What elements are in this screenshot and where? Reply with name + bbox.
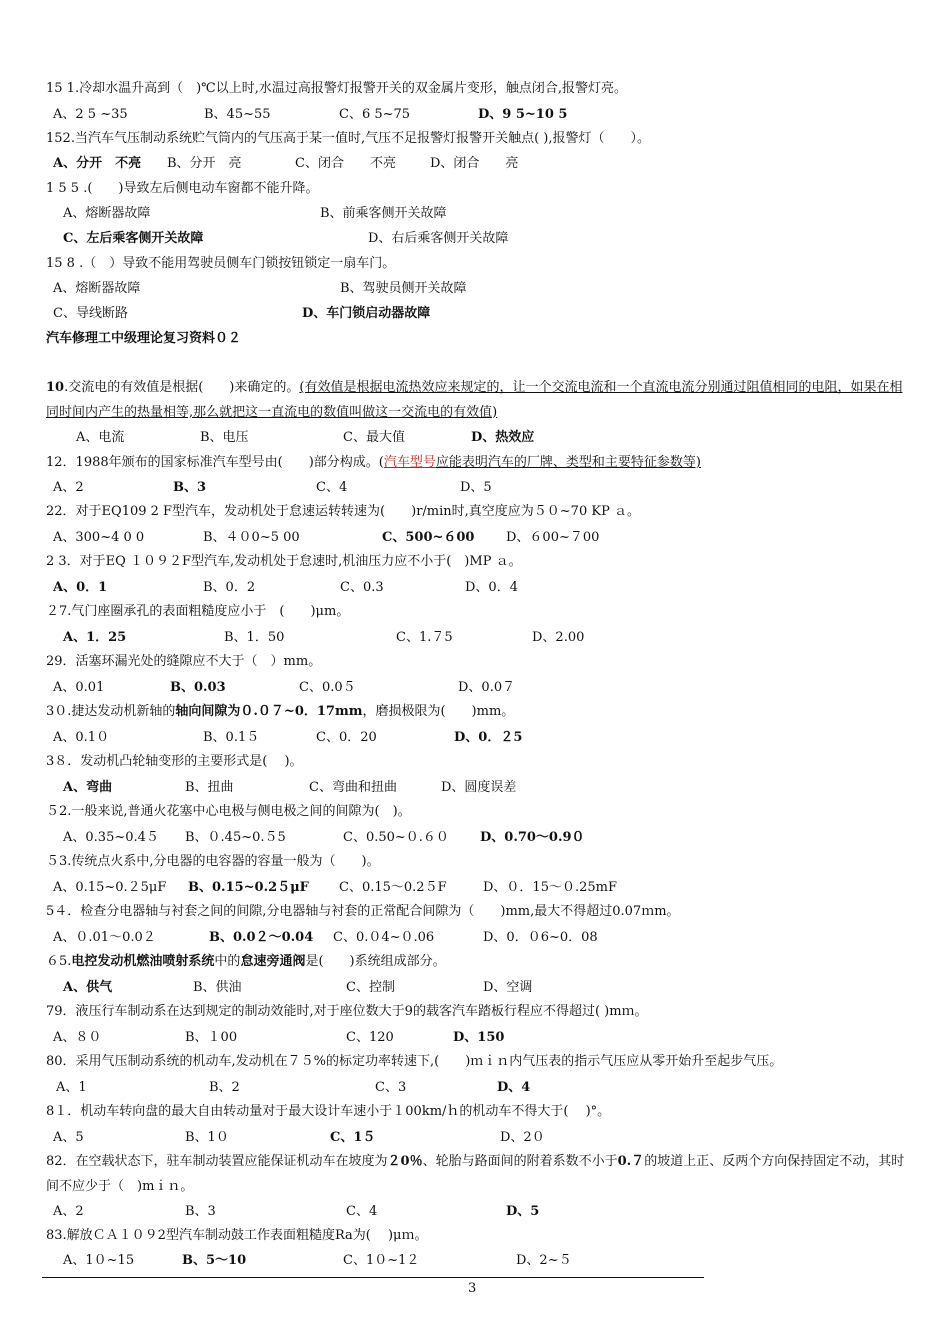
question-54: 5４．检查分电器轴与衬套之间的间隙,分电器轴与衬套的正常配合间隙为（ )mm,最大不得超过0.07ｍm。	[46, 904, 680, 919]
question-152: 152.当汽车气压制动系统贮气筒内的气压高于某一值时,气压不足报警灯报警开关触点( ),报警灯（ ）。	[46, 131, 650, 146]
option-b-answer: B、3	[173, 480, 207, 495]
question-text-end: 是( )系统组成部分。	[305, 954, 446, 969]
option-d: D、2.00	[532, 630, 585, 645]
question-text: 中的	[214, 954, 241, 969]
option-b: B、1０	[185, 1130, 229, 1145]
option-d-answer: D、5	[506, 1204, 540, 1219]
option-c: C、最大值	[343, 430, 405, 445]
option-b-answer: B、0.0２～0.04	[209, 930, 314, 945]
option-d-answer: D、车门锁启动器故障	[302, 306, 431, 321]
question-text: 3０.捷达发动机新轴的	[46, 704, 176, 719]
question-note: 应能表明汽车的厂牌、类型和主要特征参数等)	[435, 455, 701, 470]
option-a: A、2 5 ~35	[53, 107, 128, 122]
question-number: ６5.	[46, 954, 72, 969]
option-a: A、0.15~0.２5μF	[53, 880, 167, 895]
option-c: C、0.15～0.2５F	[339, 880, 447, 895]
option-b: B、扭曲	[185, 780, 234, 795]
question-text-end: ，磨损极限为( )mm。	[362, 704, 515, 719]
option-c: C、导线断路	[53, 306, 128, 321]
question-text-end: 的坡道上正、反两个方向保持固定不动，其时间不应少于（ )mｉｎ。	[46, 1154, 905, 1194]
question-10	[46, 376, 906, 425]
option-a-answer: A、弯曲	[63, 780, 113, 795]
option-d-answer: D、热效应	[471, 430, 535, 445]
option-b: B、1．50	[224, 630, 285, 645]
option-a: A、5	[53, 1130, 84, 1145]
option-a-answer: A、1．25	[63, 630, 127, 645]
option-d: D、5	[460, 480, 492, 495]
option-a: A、0.01	[53, 680, 105, 695]
option-b: B、0.1５	[203, 730, 260, 745]
option-b: B、１00	[185, 1030, 238, 1045]
option-d: D、闭合 亮	[430, 156, 519, 171]
option-a: A、８０	[53, 1030, 102, 1045]
option-d: D、６00~７00	[506, 530, 600, 545]
question-29: 29．活塞环漏光处的缝隙应不大于（ ）mm。	[46, 654, 322, 669]
option-c: C、0.０4~０.06	[333, 930, 435, 945]
option-a: A、2	[53, 1204, 84, 1219]
option-d: D、2０	[500, 1130, 545, 1145]
option-c: C、4	[346, 1204, 378, 1219]
option-d-answer: D、0．２5	[454, 730, 523, 745]
question-52: ５2.一般来说,普通火花塞中心电极与侧电极之间的间隙为( )。	[46, 804, 411, 819]
option-c: C、0.0５	[299, 680, 356, 695]
option-b: B、０.45~0.５5	[185, 830, 286, 845]
question-80: 80．采用气压制动系统的机动车,发动机在７５%的标定功率转速下,( )ｍｉｎ内气压表的指示气压应从零开始升至起步气压。	[46, 1054, 783, 1069]
option-d: D、0.0７	[458, 680, 516, 695]
question-number: 10	[46, 380, 65, 395]
option-c: C、控制	[346, 980, 395, 995]
option-a: A、2	[53, 480, 84, 495]
option-c: C、4	[316, 480, 348, 495]
option-a: A、熔断器故障	[53, 281, 141, 296]
question-30	[46, 703, 514, 721]
question-38: 3８．发动机凸轮轴变形的主要形式是( )。	[46, 754, 303, 769]
option-b: B、2	[209, 1080, 240, 1095]
option-a: A、０.01～0.0２	[53, 930, 156, 945]
option-a: A、300~4 0 0	[53, 530, 145, 545]
option-b: B、供油	[193, 980, 242, 995]
question-27: ２7.气门座圈承孔的表面粗糙度应小于 ( )μm。	[46, 604, 350, 619]
option-a: A、熔断器故障	[63, 206, 151, 221]
footer-divider	[42, 1277, 704, 1278]
question-emphasis: 轴向间隙为０.０７~0．17mm	[175, 704, 363, 719]
option-a-answer: A、分开 不亮	[53, 156, 142, 171]
option-a: A、1	[56, 1080, 87, 1095]
option-c-answer: C、1５	[330, 1130, 376, 1145]
question-text-mid: 、轮胎与路面间的附着系数不小于	[422, 1154, 618, 1169]
question-emphasis-2: 0.７	[617, 1154, 645, 1169]
page-number: 3	[468, 1281, 477, 1296]
question-53: ５3.传统点火系中,分电器的电容器的容量一般为（ )。	[46, 854, 380, 869]
option-c: C、120	[346, 1030, 394, 1045]
question-note-highlight: 汽车型号	[383, 455, 436, 470]
option-a: A、1０~15	[63, 1253, 135, 1268]
option-d-answer: D、0.70～0.9０	[480, 830, 585, 845]
option-d: D、空调	[483, 980, 533, 995]
question-text: .交流电的有效值是根据( )来确定的。	[64, 380, 300, 395]
option-c: C、3	[375, 1080, 407, 1095]
question-79: 79．液压行车制动系在达到规定的制动效能时,对于座位数大于9的载客汽车踏板行程应不得超过( )mｍ。	[46, 1004, 648, 1019]
option-c: C、闭合 不亮	[295, 156, 396, 171]
option-b: B、分开 亮	[167, 156, 242, 171]
option-b: B、45~55	[204, 107, 271, 122]
question-emphasis: ２0％	[387, 1154, 423, 1169]
option-b: B、驾驶员侧开关故障	[340, 281, 467, 296]
option-b: B、3	[185, 1204, 216, 1219]
option-b: B、４０0~5 00	[203, 530, 300, 545]
section-title: 汽车修理工中级理论复习资料０２	[46, 331, 242, 346]
option-b: B、电压	[200, 430, 249, 445]
option-b-answer: B、5～10	[182, 1253, 247, 1268]
option-d-answer: D、9 5~10 5	[478, 107, 568, 122]
question-83: 83.解放ＣＡ１０９2型汽车制动鼓工作表面粗糙度Ra为( )μｍ。	[46, 1228, 428, 1243]
option-c-answer: C、左后乘客侧开关故障	[63, 231, 204, 246]
question-82	[46, 1150, 906, 1199]
option-d: D、圆度误差	[441, 780, 517, 795]
question-155: 1 5 5 .( )导致左后侧电动车窗都不能升降。	[46, 181, 319, 196]
option-c: C、1.７5	[396, 630, 453, 645]
option-d: D、右后乘客侧开关故障	[368, 231, 509, 246]
question-text: 82．在空载状态下，驻车制动装置应能保证机动车在坡度为	[46, 1154, 388, 1169]
option-a-answer: A、供气	[63, 980, 113, 995]
option-d: D、０．15～０.25mF	[483, 880, 617, 895]
option-d-answer: D、4	[497, 1080, 531, 1095]
option-c-answer: C、500~６00	[382, 530, 475, 545]
question-23: 2 3．对于EQ １０９２F型汽车,发动机处于怠速时,机油压力应不小于( )MP ａ。	[46, 554, 522, 569]
option-d: D、2~５	[516, 1253, 572, 1268]
option-c: C、弯曲和扭曲	[309, 780, 397, 795]
option-b-answer: B、0.15~0.2５μF	[188, 880, 309, 895]
option-b: B、前乘客侧开关故障	[320, 206, 447, 221]
option-a: A、0.35~0.4５	[63, 830, 159, 845]
option-c: C、0.3	[340, 580, 384, 595]
option-a-answer: A、0．1	[53, 580, 108, 595]
option-c: C、1０~1２	[343, 1253, 420, 1268]
option-a: A、0.1０	[53, 730, 110, 745]
option-c: C、6 5~75	[339, 107, 411, 122]
question-65	[46, 953, 446, 971]
question-22: 22．对于EQ109 2 F型汽车，发动机处于怠速运转转速为( )r/min时,真空度应为５０~70 KP ａ。	[46, 504, 640, 519]
option-d: D、0．4	[465, 580, 518, 595]
option-b-answer: B、0.03	[170, 680, 226, 695]
option-c: C、0.50~０.６０	[343, 830, 449, 845]
option-d-answer: D、150	[453, 1030, 505, 1045]
option-a: A、电流	[76, 430, 125, 445]
question-151: 15 1.冷却水温升高到（ )℃以上时,水温过高报警灯报警开关的双金属片变形，触点闭合,报警灯亮。	[46, 81, 627, 96]
question-note: (有效值是根据电流热效应来规定的，让一个交流电流和一个直流电流分别通过阻值相同的电阻，如果在相同时间内产生的热量相等,那么就把这一直流电的数值叫做这一交流电的有效值)	[46, 380, 903, 420]
question-158: 15 8 .（ ）导致不能用驾驶员侧车门锁按钮锁定一扇车门。	[46, 256, 396, 271]
question-emphasis: 电控发动机燃油喷射系统	[71, 954, 215, 969]
option-c: C、0．20	[316, 730, 377, 745]
question-text: 12．1988年颁布的国家标准汽车型号由( )部分构成。(	[46, 455, 384, 470]
option-b: B、0．2	[203, 580, 256, 595]
option-d: D、0．０6~0．08	[483, 930, 598, 945]
question-81: 8１．机动车转向盘的最大自由转动量对于最大设计车速小于１00km/ｈ的机动车不得大于( )°。	[46, 1104, 611, 1119]
question-12	[46, 454, 701, 472]
question-emphasis-2: 怠速旁通阀	[240, 954, 306, 969]
